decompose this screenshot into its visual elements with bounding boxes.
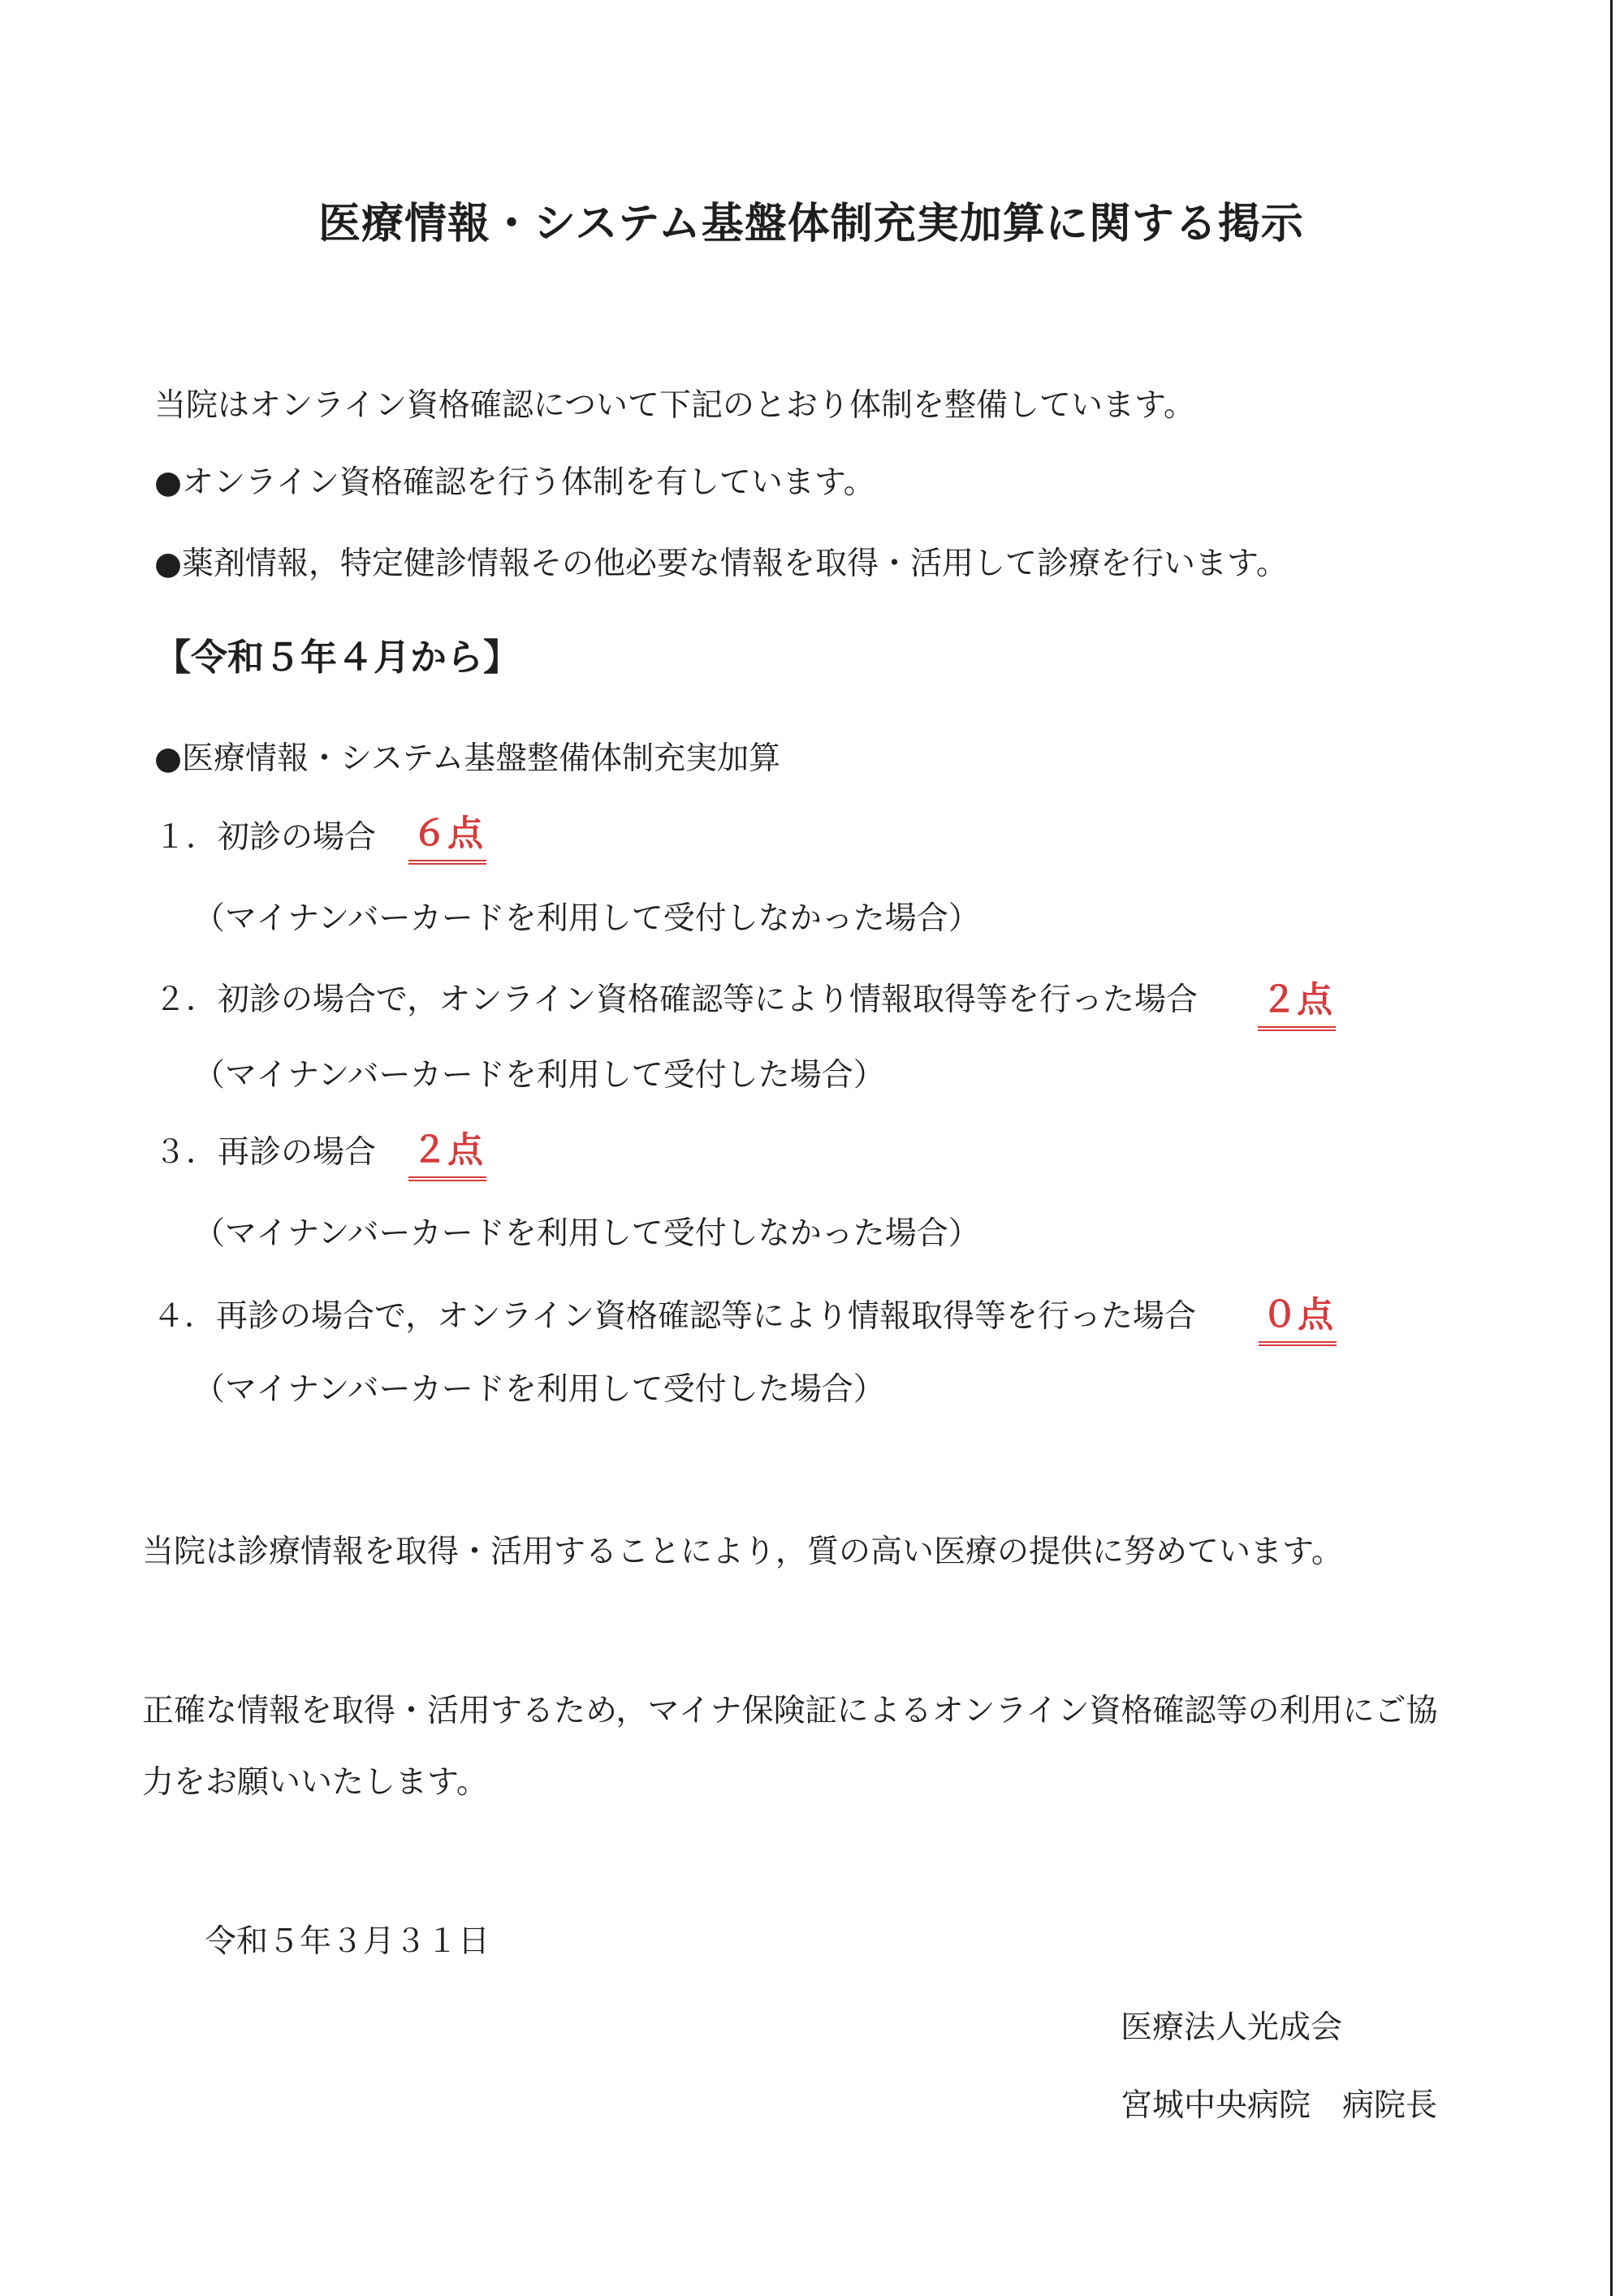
item-2-points: ２点	[1258, 982, 1336, 1031]
item-3-note: （マイナンバーカードを利用して受付しなかった場合）	[193, 1215, 980, 1252]
item-4-label: ４．再診の場合で，オンライン資格確認等により情報取得等を行った場合	[153, 1298, 1197, 1335]
page-title: 医療情報・システム基盤体制充実加算に関する掲示	[318, 200, 1304, 248]
item-2-label: ２．初診の場合で，オンライン資格確認等により情報取得等を行った場合	[154, 982, 1199, 1018]
item-1-note: （マイナンバーカードを利用して受付しなかった場合）	[193, 900, 980, 937]
item-3-label: ３．再診の場合	[154, 1134, 377, 1171]
request-line-1: 正確な情報を取得・活用するため，マイナ保険証によるオンライン資格確認等の利用にご協	[142, 1693, 1438, 1729]
item-4-note: （マイナンバーカードを利用して受付した場合）	[193, 1371, 885, 1408]
item-1-points: ６点	[408, 816, 486, 865]
item-4-points: ０点	[1259, 1297, 1337, 1346]
item-3-points: ２点	[408, 1133, 486, 1181]
item-2-note: （マイナンバーカードを利用して受付した場合）	[193, 1057, 885, 1094]
statement-text: 当院は診療情報を取得・活用することにより，質の高い医療の提供に努めています。	[142, 1534, 1343, 1570]
notice-date: 令和５年３月３１日	[205, 1923, 490, 1960]
scan-edge-line	[1610, 0, 1613, 2296]
organization-name: 医療法人光成会	[1121, 2009, 1343, 2046]
item-1-label: １．初診の場合	[154, 819, 377, 856]
intro-text: 当院はオンライン資格確認について下記のとおり体制を整備しています。	[154, 387, 1195, 424]
section-bullet: ●医療情報・システム基盤整備体制充実加算	[154, 740, 781, 777]
section-heading: 【令和５年４月から】	[154, 636, 520, 679]
bullet-drug-info: ●薬剤情報，特定健診情報その他必要な情報を取得・活用して診療を行います。	[154, 546, 1288, 582]
signatory-name: 宮城中央病院 病院長	[1121, 2087, 1438, 2124]
request-line-2: 力をお願いいたします。	[142, 1764, 488, 1801]
bullet-online-verification: ●オンライン資格確認を行う体制を有しています。	[154, 464, 875, 501]
